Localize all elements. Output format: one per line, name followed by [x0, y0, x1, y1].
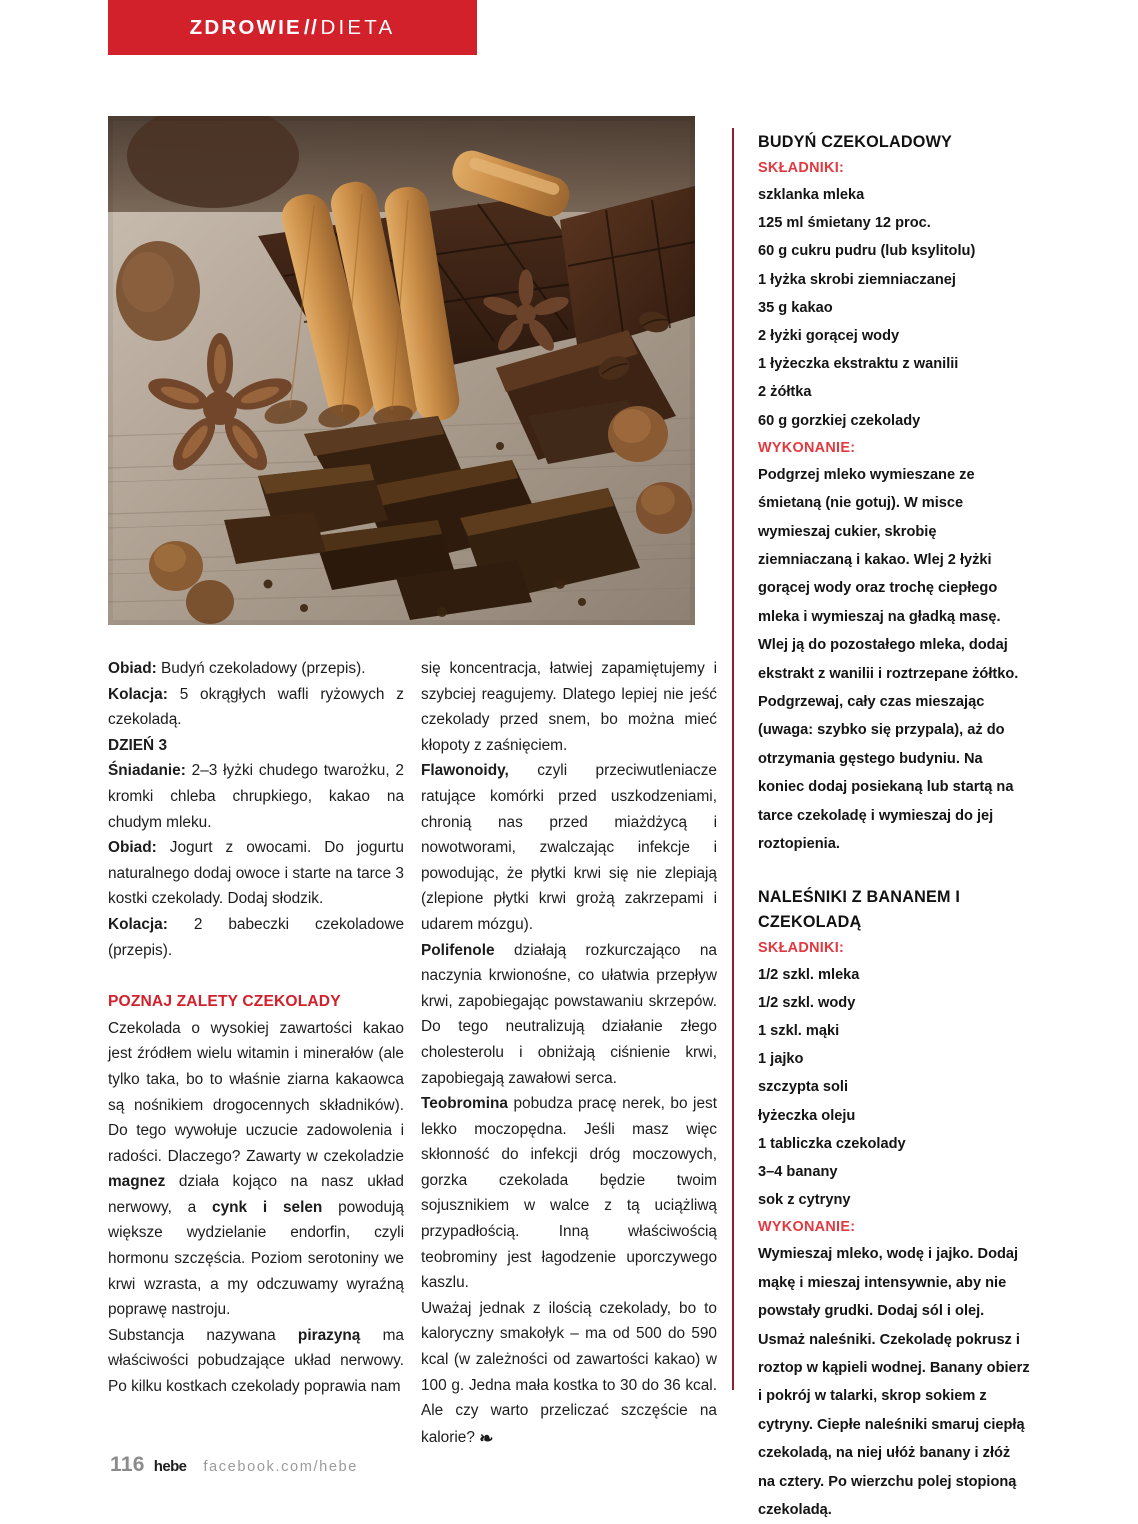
- recipe-1-ingredient: 2 żółtka: [758, 384, 812, 401]
- recipe-1-method-label: WYKONANIE:: [758, 439, 856, 456]
- article-paragraph-continued: się koncentracja, łatwiej zapamiętujemy i szybciej reagujemy. Dlatego lepiej nie jeść czekolady przed snem, bo można mieć kłopoty z zaśnięciem.: [421, 660, 717, 754]
- day3-text-kolacja: 2 babeczki czekoladowe (przepis).: [108, 915, 404, 959]
- recipe-1-ingredients-label: SKŁADNIKI:: [758, 160, 845, 176]
- recipe-1-ingredient: 35 g kakao: [758, 299, 833, 316]
- recipe-1-ingredient: 1 łyżka skrobi ziemniaczanej: [758, 271, 956, 288]
- header-subsection-label: DIETA: [320, 15, 396, 39]
- day3-text-obiad: Jogurt z owocami. Do jogurtu naturalnego dodaj owoce i starte na tarce 3 kostki czekolady. Dodaj słodzik.: [108, 839, 404, 908]
- recipe-2-ingredient: 1/2 szkl. mleka: [758, 966, 860, 983]
- teobromina-text: pobudza pracę nerek, bo jest lekko moczopędna. Jeśli masz więc skłonność do infekcji dróg moczowych, gorzka czekolada będzie twoim sojusznikiem w walce z tą uciążliwą przypadłością. Inną właściwością teobrominy jest łagodzenie uporczywego kaszlu.: [421, 1095, 717, 1292]
- recipe-2-method-label: WYKONANIE:: [758, 1219, 856, 1236]
- recipe-2-ingredient: 1 szkl. mąki: [758, 1022, 840, 1039]
- article-paragraph-final: [421, 1296, 717, 1451]
- day3-sniadanie: [108, 758, 404, 835]
- page-footer: [110, 1453, 358, 1477]
- header-kicker: [190, 16, 396, 40]
- pirazyna-text-c: ma właściwości pobudzające układ nerwowy. Po kilku kostkach czekolady poprawia nam: [108, 1326, 404, 1396]
- benefits-bold-cynk-selen: cynk i selen: [212, 1198, 323, 1216]
- flawonoidy-text: czyli przeciwutleniacze ratujące komórki przed uszkodzeniami, chronią nas przed miażdżycą i nowotworami, zwalczając infekcje i powodując, że płytki krwi się nie zlepiają (zlepione płytki krwi grożą zakrzepami i udarem mózgu).: [421, 762, 717, 933]
- photo-illustration: [108, 116, 695, 625]
- recipe-2-method-text: Wymieszaj mleko, wodę i jajko. Dodaj mąkę i mieszaj intensywnie, aby nie powstały grudki. Dodaj sól i olej. Usmaż naleśniki. Czekoladę pokrusz i roztop w kąpieli wodnej. Banany obierz i pokrój w talarki, skrop sokiem z cytryny. Ciepłe naleśniki smaruj ciepłą czekoladą, na niej ułóż banany i złóż na cztery. Po wierzchu polej stopioną czekoladą.: [758, 1246, 1030, 1518]
- article-column-left: [108, 656, 404, 1400]
- menu-label-obiad: Obiad:: [108, 660, 157, 677]
- benefits-text-d: powodują większe wydzielanie endorfin, czyli hormonu szczęścia. Poziom serotoniny we krwi wzrasta, a my odczuwamy wyraźną poprawę nastroju.: [108, 1198, 404, 1319]
- polifenole-bold: Polifenole: [421, 941, 495, 959]
- article-column-middle: [421, 656, 717, 1450]
- day3-kolacja: [108, 912, 404, 963]
- recipe-2-ingredient: szczypta soli: [758, 1079, 849, 1096]
- recipe-2-ingredients-label: SKŁADNIKI:: [758, 939, 845, 956]
- column-divider: [732, 128, 734, 1390]
- day3-label-sniadanie: Śniadanie:: [108, 762, 186, 780]
- day-heading: DZIEŃ 3: [108, 736, 168, 754]
- menu-text-kolacja: 5 okrągłych wafli ryżowych z czekoladą.: [108, 685, 404, 729]
- menu-item-obiad: [108, 656, 404, 682]
- recipe-1-ingredient: 60 g cukru pudru (lub ksylitolu): [758, 243, 976, 260]
- article-paragraph-flawonoidy: [421, 758, 717, 937]
- section-header-banner: [108, 0, 477, 55]
- brand-logo: hebe: [153, 1458, 187, 1475]
- recipe-1-ingredient: 60 g gorzkiej czekolady: [758, 412, 921, 429]
- end-of-article-ornament-icon: ❧: [479, 1428, 493, 1448]
- chocolate-spices-photo: [108, 116, 695, 625]
- header-section-label: ZDROWIE: [189, 15, 302, 39]
- recipe-1-ingredient: szklanka mleka: [758, 187, 865, 203]
- recipe-budyn-czekoladowy: [758, 130, 1030, 859]
- recipe-2-ingredient: 1 tabliczka czekolady: [758, 1135, 906, 1152]
- recipe-2-ingredient: 1/2 szkl. wody: [758, 994, 856, 1011]
- page-number: 116: [110, 1453, 145, 1476]
- menu-label-kolacja: Kolacja:: [108, 685, 168, 703]
- day3-label-obiad: Obiad:: [108, 839, 157, 857]
- pirazyna-bold: pirazyną: [297, 1326, 361, 1344]
- recipe-column: [758, 130, 1030, 1524]
- day3-obiad: [108, 835, 404, 912]
- recipe-1-title: BUDYŃ CZEKOLADOWY: [758, 133, 953, 151]
- recipe-2-ingredient: sok z cytryny: [758, 1192, 851, 1209]
- teobromina-bold: Teobromina: [421, 1095, 508, 1113]
- article-paragraph-teobromina: [421, 1091, 717, 1296]
- social-link-facebook[interactable]: facebook.com/hebe: [203, 1459, 358, 1475]
- flawonoidy-bold: Flawonoidy,: [421, 762, 509, 780]
- pirazyna-text-a: Substancja nazywana: [108, 1326, 298, 1344]
- recipe-2-ingredient: 1 jajko: [758, 1051, 804, 1068]
- recipe-1-method-text: Podgrzej mleko wymieszane ze śmietaną (nie gotuj). W misce wymieszaj cukier, skrobię ziemniaczaną i kakao. Wlej 2 łyżki gorącej wody oraz trochę ciepłego mleka i wymieszaj na gładką masę. Wlej ją do pozostałego mleka, dodaj ekstrakt z wanilii i roztrzepane żółtko. Podgrzewaj, cały czas mieszając (uwaga: szybko się przypala), aż do otrzymania gęstego budyniu. Na koniec dodaj posiekaną lub startą na tarce czekoladę i wymieszaj do jej roztopienia.: [758, 466, 1019, 853]
- recipe-2-ingredient: 3–4 banany: [758, 1163, 838, 1180]
- recipe-2-title: NALEŚNIKI Z BANANEM I CZEKOLADĄ: [758, 887, 961, 931]
- recipe-separator-space: [758, 859, 1030, 885]
- recipe-1-ingredient: 2 łyżki gorącej wody: [758, 328, 900, 345]
- final-text: Uważaj jednak z ilością czekolady, bo to kaloryczny smakołyk – ma od 500 do 590 kcal (w zależności od zawartości kakao) w 100 g. Jedna mała kostka to 30 do 36 kcal. Ale czy warto przeliczać szczęście na kalorie?: [421, 1299, 717, 1446]
- recipe-nalesniki-z-bananem: [758, 885, 1030, 1524]
- polifenole-text: działają rozkurczająco na naczynia krwionośne, co ułatwia przepływ krwi, zapobiegając powstawaniu skrzepów. Do tego neutralizują działanie złego cholesterolu i obniżają ciśnienie krwi, zapobiegają zawałowi serca.: [421, 941, 717, 1087]
- article-paragraph-benefits: [108, 1016, 404, 1323]
- recipe-1-ingredient: 1 łyżeczka ekstraktu z wanilii: [758, 356, 959, 373]
- article-paragraph-polifenole: [421, 938, 717, 1092]
- recipe-1-ingredient: 125 ml śmietany 12 proc.: [758, 215, 931, 232]
- day3-label-kolacja: Kolacja:: [108, 915, 168, 933]
- day3-text-sniadanie: 2–3 łyżki chudego twarożku, 2 kromki chleba chrupkiego, kakao na chudym mleku.: [108, 762, 404, 831]
- article-paragraph-pirazyna: [108, 1323, 404, 1400]
- article-section-heading: POZNAJ ZALETY CZEKOLADY: [108, 993, 341, 1011]
- benefits-text-c: działa kojąco na nasz układ nerwowy, a: [108, 1173, 404, 1216]
- benefits-bold-magnez: magnez: [108, 1173, 166, 1191]
- recipe-2-ingredient: łyżeczka oleju: [758, 1107, 856, 1124]
- menu-text-obiad: Budyń czekoladowy (przepis).: [156, 660, 366, 677]
- menu-item-kolacja: [108, 682, 404, 733]
- header-separator: //: [303, 15, 319, 39]
- benefits-text-a: Czekolada o wysokiej zawartości kakao jest źródłem wielu witamin i minerałów (ale tylko taka, bo to właśnie ziarna kakaowca są nośnikiem drogocennych składników). Do tego wywołuje uczucie zadowolenia i radości. Dlaczego? Zawarty w czekoladzie: [108, 1019, 404, 1165]
